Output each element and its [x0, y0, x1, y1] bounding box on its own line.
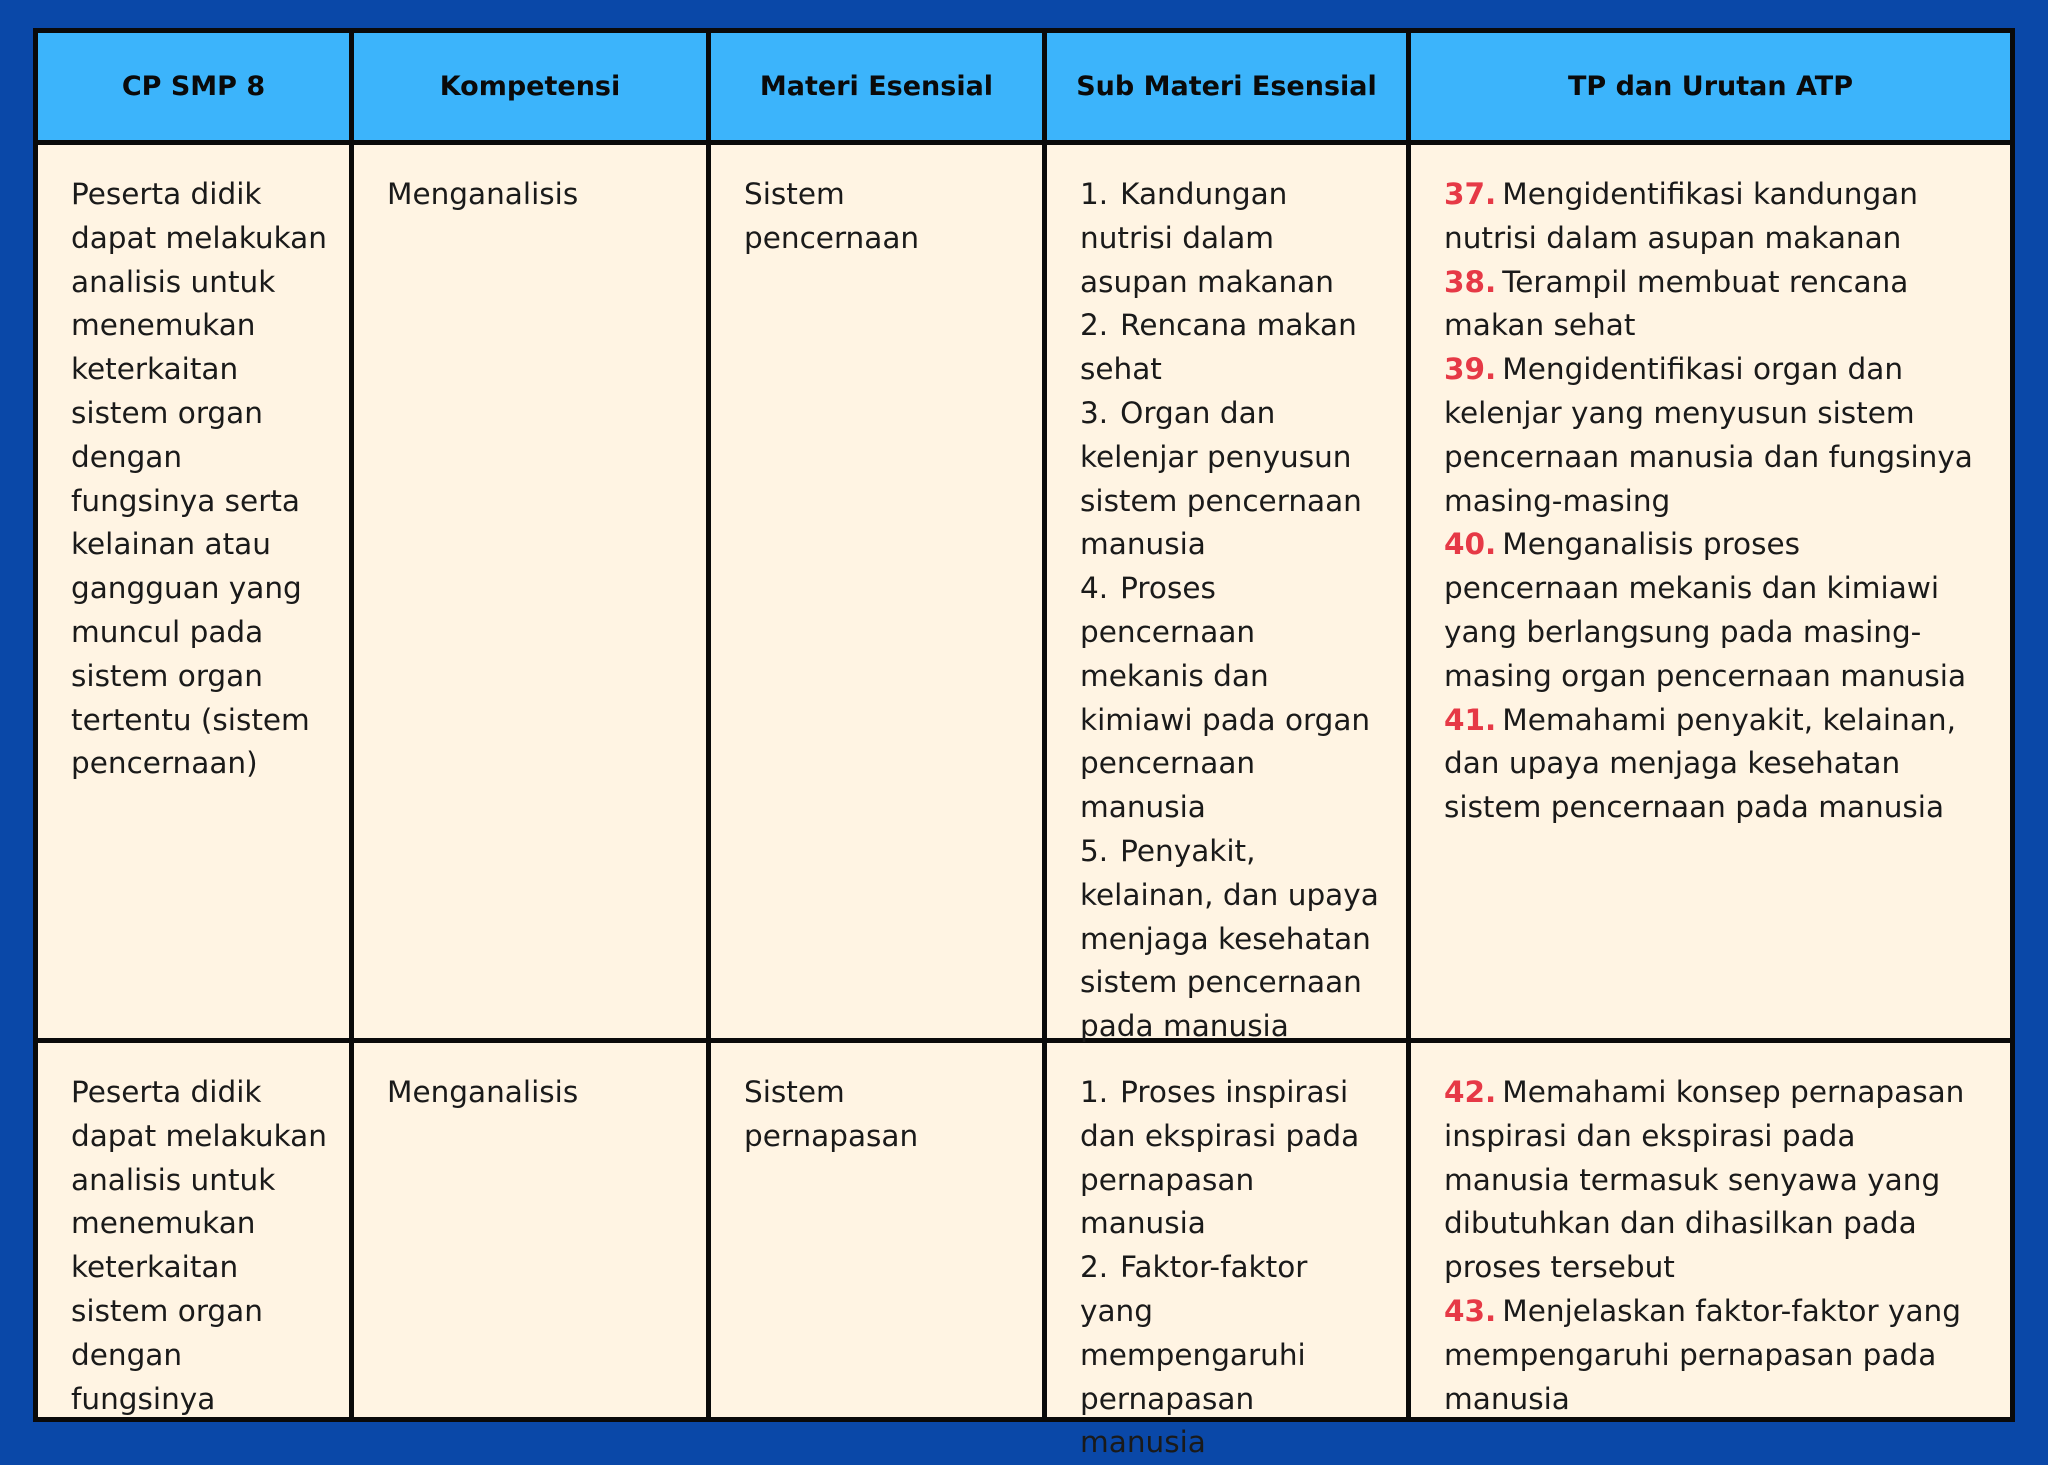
- sub-materi-text: Kandungan nutrisi dalam asupan makanan: [1080, 177, 1334, 299]
- row1-kompetensi: Menganalisis: [354, 145, 711, 1043]
- sub-materi-number: 1.: [1080, 1075, 1109, 1109]
- sub-materi-item: [1080, 830, 1384, 1049]
- row2-cp: Peserta didik dapat melakukan analisis untuk menemukan keterkaitan sistem organ dengan fungsinya: [38, 1043, 354, 1417]
- sub-materi-item: [1080, 304, 1384, 392]
- tp-item: [1444, 523, 1982, 698]
- tp-text: Memahami konsep pernapasan inspirasi dan ekspirasi pada manusia termasuk senyawa yang dibutuhkan dan dihasilkan pada proses tersebut: [1444, 1075, 1965, 1285]
- row1-materi: Sistem pencernaan: [711, 145, 1047, 1043]
- sub-materi-text: Faktor-faktor yang mempengaruhi pernapasan manusia: [1080, 1250, 1308, 1460]
- tp-item: [1444, 173, 1982, 261]
- sub-materi-text: Organ dan kelenjar penyusun sistem pencernaan manusia: [1080, 395, 1362, 562]
- row2-materi: Sistem pernapasan: [711, 1043, 1047, 1417]
- row2-kompetensi: Menganalisis: [354, 1043, 711, 1417]
- tp-number: 41.: [1444, 702, 1497, 737]
- header-sub-materi-esensial: Sub Materi Esensial: [1047, 33, 1411, 145]
- tp-number: 42.: [1444, 1075, 1497, 1109]
- tp-item: [1444, 699, 1982, 830]
- tp-item: [1444, 348, 1982, 523]
- tp-item: [1444, 261, 1982, 349]
- sub-materi-number: 1.: [1080, 177, 1109, 211]
- header-kompetensi: Kompetensi: [354, 33, 711, 145]
- tp-item: [1444, 1071, 1982, 1290]
- tp-number: 39.: [1444, 352, 1497, 387]
- tp-number: 37.: [1444, 177, 1497, 211]
- tp-number: 38.: [1444, 264, 1497, 299]
- sub-materi-text: Proses inspirasi dan ekspirasi pada pernapasan manusia: [1080, 1075, 1360, 1241]
- row1-sub-materi: [1047, 145, 1411, 1043]
- sub-materi-item: [1080, 1246, 1384, 1465]
- header-materi-esensial: Materi Esensial: [711, 33, 1047, 145]
- tp-number: 40.: [1444, 527, 1497, 562]
- sub-materi-item: [1080, 173, 1384, 304]
- sub-materi-item: [1080, 392, 1384, 567]
- tp-text: Mengidentifikasi organ dan kelenjar yang menyusun sistem pencernaan manusia dan fungsinya masing-masing: [1444, 352, 1973, 518]
- sub-materi-item: [1080, 1071, 1384, 1246]
- sub-materi-number: 3.: [1080, 395, 1109, 430]
- tp-text: Mengidentifikasi kandungan nutrisi dalam asupan makanan: [1444, 177, 1918, 255]
- row2-tp: [1411, 1043, 2010, 1417]
- tp-number: 43.: [1444, 1293, 1497, 1328]
- row1-tp: [1411, 145, 2010, 1043]
- sub-materi-item: [1080, 567, 1384, 830]
- atp-table: [33, 28, 2015, 1460]
- sub-materi-number: 2.: [1080, 308, 1109, 343]
- tp-text: Terampil membuat rencana makan sehat: [1444, 264, 1909, 343]
- row1-cp: Peserta didik dapat melakukan analisis untuk menemukan keterkaitan sistem organ dengan fungsinya serta kelainan atau gangguan yang muncul pada sistem organ tertentu (sistem pencernaan): [38, 145, 354, 1043]
- tp-item: [1444, 1290, 1982, 1421]
- sub-materi-text: Penyakit, kelainan, dan upaya menjaga kesehatan sistem pencernaan pada manusia: [1080, 833, 1379, 1044]
- sub-materi-text: Proses pencernaan mekanis dan kimiawi pada organ pencernaan manusia: [1080, 571, 1371, 825]
- tp-text: Menjelaskan faktor-faktor yang mempengaruhi pernapasan pada manusia: [1444, 1293, 1961, 1416]
- sub-materi-number: 2.: [1080, 1250, 1109, 1285]
- row2-sub-materi: [1047, 1043, 1411, 1460]
- sub-materi-number: 5.: [1080, 833, 1109, 868]
- header-tp-atp: TP dan Urutan ATP: [1411, 33, 2010, 145]
- header-cp: CP SMP 8: [38, 33, 354, 145]
- sub-materi-number: 4.: [1080, 571, 1109, 606]
- sub-materi-text: Rencana makan sehat: [1080, 308, 1357, 387]
- tp-text: Menganalisis proses pencernaan mekanis dan kimiawi yang berlangsung pada masing-masing organ pencernaan manusia: [1444, 527, 1967, 693]
- tp-text: Memahami penyakit, kelainan, dan upaya menjaga kesehatan sistem pencernaan pada manusia: [1444, 702, 1956, 825]
